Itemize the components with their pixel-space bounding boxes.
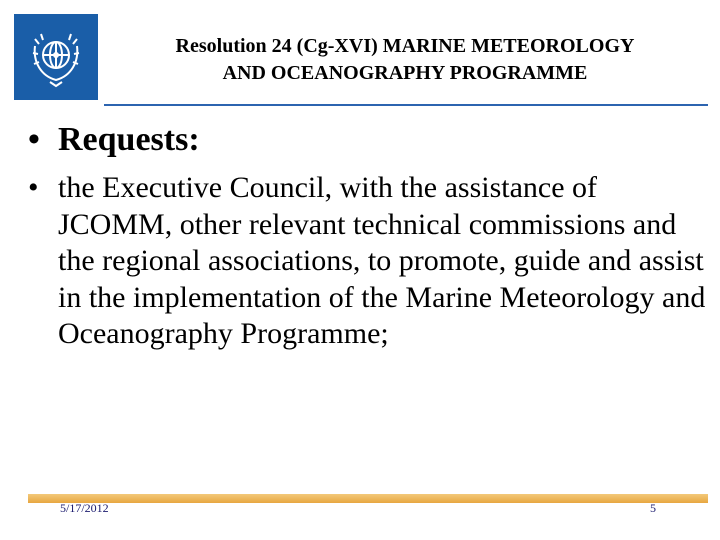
slide-title-line-1: Resolution 24 (Cg-XVI) MARINE METEOROLOGY	[175, 35, 635, 57]
bullet-heading	[28, 118, 200, 162]
bullet-icon: •	[28, 121, 40, 158]
wmo-emblem-icon	[21, 22, 91, 92]
header-divider	[104, 104, 708, 106]
bullet-item	[28, 170, 708, 353]
slide-title	[120, 33, 690, 87]
footer-bar	[28, 494, 708, 503]
slide-title-line-2: AND OCEANOGRAPHY PROGRAMME	[222, 62, 588, 84]
heading-text: Requests:	[58, 121, 200, 158]
page-number: 5	[650, 501, 656, 515]
bullet-item-text: the Executive Council, with the assistance of JCOMM, other relevant technical commissions and the regional associations, to promote, guide and assist in the implementation of the Marine Meteorology and Oceanography Programme;	[58, 171, 706, 350]
wmo-logo	[14, 14, 98, 100]
bullet-icon: •	[28, 171, 39, 204]
footer-date: 5/17/2012	[60, 501, 109, 515]
